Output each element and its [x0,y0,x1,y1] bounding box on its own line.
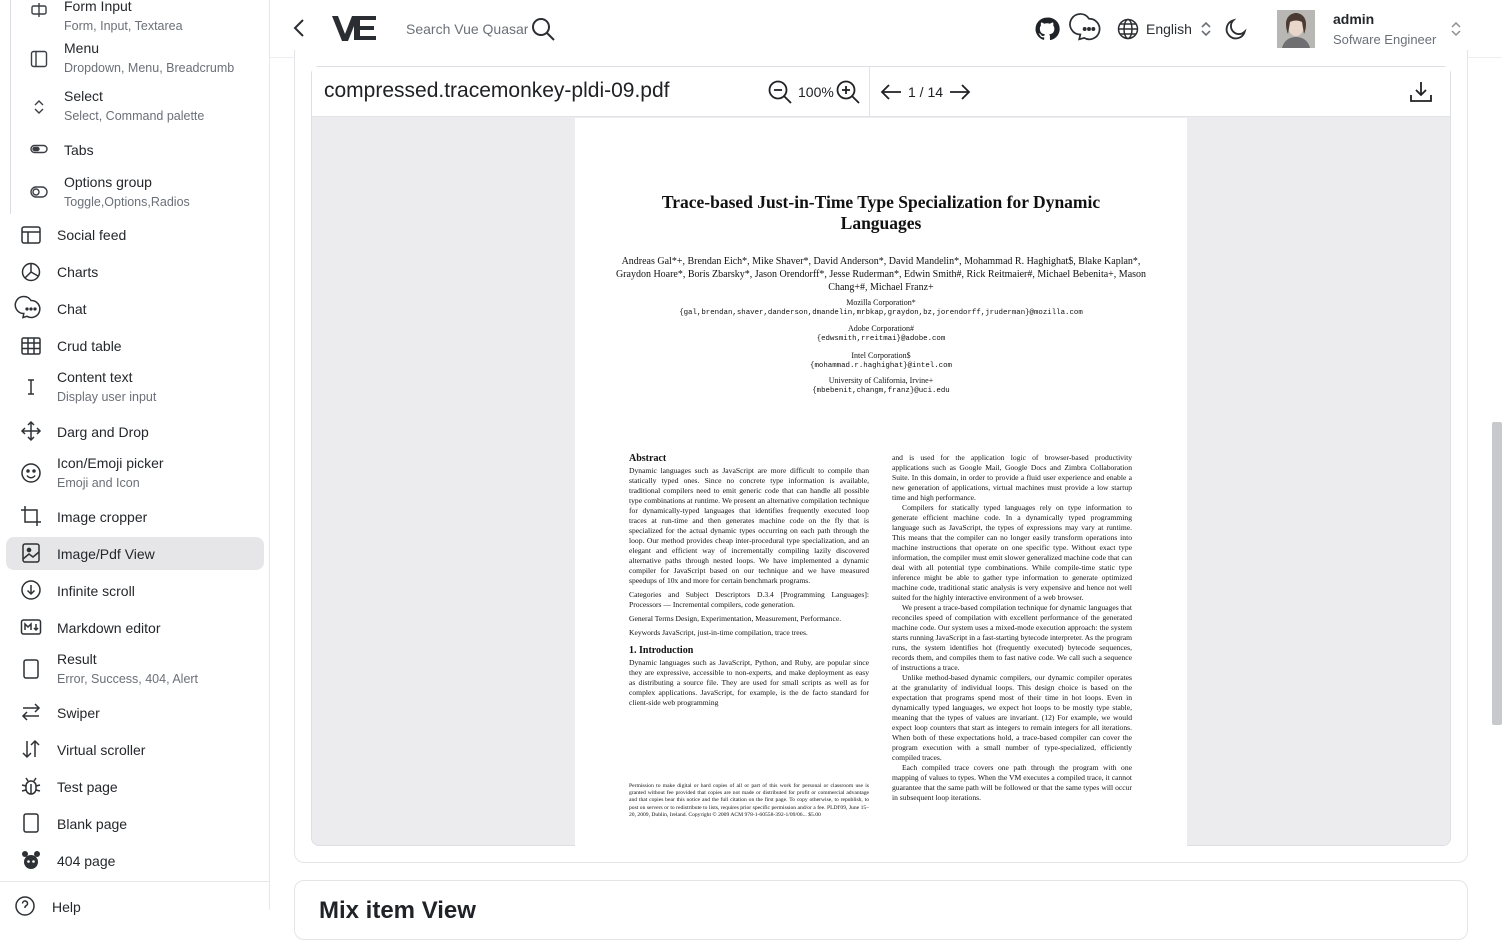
right-paragraph: Compilers for statically typed languages rely on type information to generate efficient machine code. In a dynamically typed programming language such as JavaScript, the types of expressions may vary at runtime. This means that the compiler can no longer easily transform operations into machine instructions that operate on one specific type. Without exact type information, the compiler must emit slower generalized machine code that can deal with all potential type combinations. While compile-time static type inference might be able to gather type information to generate optimized machine code, traditional static analysis is very expensive and hence not well suited for the highly interactive environment of a web browser. [892,503,1132,602]
user-role: Sofware Engineer [1333,32,1437,47]
zoom-in-icon [835,79,861,105]
social-feed-icon [20,224,42,246]
result-icon [20,658,42,680]
categories-text: Categories and Subject Descriptors D.3.4 [Programming Languages]: Processors — Incremental compilers, code generation. [629,590,869,609]
affiliation-emails: {edwsmith,rreitmai}@adobe.com [816,335,946,343]
sidebar-item-label: Infinite scroll [57,583,135,599]
toolbar-divider [869,67,870,117]
help-label: Help [52,899,81,915]
github-icon[interactable] [1034,16,1060,42]
sidebar-item-label: Options group [64,174,152,190]
sidebar-item-label: Darg and Drop [57,424,149,440]
sidebar-item-sublabel: Emoji and Icon [57,476,140,490]
chevron-updown-icon[interactable] [1450,20,1462,38]
page-indicator: 1 / 14 [908,84,944,100]
keywords-text: Keywords JavaScript, just-in-time compilation, trace trees. [629,628,808,637]
zoom-out-icon [767,79,793,105]
affiliation-org: University of California, Irvine+ [828,376,934,385]
sidebar-item-sublabel: Toggle,Options,Radios [64,195,190,209]
page-scrollbar[interactable] [1492,422,1502,725]
sidebar [0,0,270,915]
arrow-left-icon [879,81,903,103]
app-logo[interactable] [332,12,376,44]
language-label: English [1146,21,1192,37]
search-icon[interactable] [530,16,556,42]
download-button[interactable] [1408,79,1434,105]
sidebar-item-markdown-editor[interactable] [6,615,264,641]
404-icon [20,849,42,871]
sidebar-item-label: Content text [57,369,133,385]
help-icon [14,895,36,917]
crop-icon [20,505,42,527]
pdf-page [575,118,1187,848]
sidebar-item-label: Chat [57,301,87,317]
sidebar-item-content-text[interactable] [6,367,264,407]
menu-icon [29,49,49,69]
globe-icon [1116,17,1140,41]
drag-icon [20,420,42,442]
sidebar-item-test-page[interactable] [6,774,264,800]
pdf-affiliation [615,324,1147,344]
sidebar-item-drag-and-drop[interactable] [6,419,264,445]
language-selector[interactable] [1116,16,1212,42]
download-icon [1408,79,1434,105]
bug-icon [20,775,42,797]
sidebar-item-result[interactable] [6,648,264,688]
pdf-filename: compressed.tracemonkey-pldi-09.pdf [324,79,670,102]
chat-bubble-icon[interactable] [1076,16,1102,42]
pdf-affiliation [615,376,1147,396]
sidebar-item-label: Social feed [57,227,127,243]
sidebar-item-label: Test page [57,779,118,795]
text-cursor-icon [20,376,42,398]
sidebar-item-sublabel: Select, Command palette [64,109,205,123]
sidebar-item-image-cropper[interactable] [6,504,264,530]
affiliation-org: Mozilla Corporation* [846,298,916,307]
chevron-left-icon [288,16,312,40]
next-page-button[interactable] [948,81,972,103]
sidebar-footer[interactable] [0,881,270,915]
sidebar-item-swiper[interactable] [6,700,264,726]
sidebar-item-sublabel: Dropdown, Menu, Breadcrumb [64,61,235,75]
sidebar-item-form-input[interactable] [11,0,261,33]
select-icon [29,97,49,117]
pdf-viewer [311,66,1451,846]
sidebar-item-menu[interactable] [11,38,261,82]
right-paragraph: Unlike method-based dynamic compilers, our dynamic compiler operates at the granularity of individual loops. This design choice is based on the expectation that programs spend most of their time in hot loops. Even in dynamically typed languages, we expect hot loops to be mostly type stable, meaning that the types of values are invariant. (12) For example, we would expect loop counters that start as integers to remain integers for all iterations. When both of these expectations hold, a trace-based compiler can cover the program execution with a small number of type-specialized, efficiently compiled traces. [892,673,1132,762]
table-icon [20,335,42,357]
intro-heading: 1. Introduction [629,645,694,656]
sidebar-item-sublabel: Form, Input, Textarea [64,19,183,33]
user-name[interactable]: admin [1333,11,1375,27]
general-terms-text: General Terms Design, Experimentation, Measurement, Performance. [629,614,842,623]
sidebar-item-label: Select [64,88,103,104]
sidebar-item-label: Swiper [57,705,100,721]
sidebar-item-label: Virtual scroller [57,742,146,758]
affiliation-emails: {gal,brendan,shaver,danderson,dmandelin,mrbkap,graydon,bz,jorendorff,jruderman}@mozilla.com [679,309,1083,317]
intro-text: Dynamic languages such as JavaScript, Python, and Ruby, are popular since they are expressive, accessible to non-experts, and make deployment as easy as distributing a source file. They are used for small scripts as well as for complex applications. JavaScript, for example, is the de facto standard for client-side web programming [629,658,869,707]
section-title: Mix item View [319,897,476,924]
chevron-updown-icon [1200,21,1212,37]
prev-page-button[interactable] [879,81,903,103]
search-bar[interactable] [406,14,556,44]
right-paragraph: Each compiled trace covers one path through the program with one mapping of values to types. When the VM executes a compiled trace, it cannot guarantee that the same path will be followed or that the same types will occur in subsequent loop iterations. [892,763,1132,802]
sidebar-item-label: Charts [57,264,99,280]
arrow-right-icon [948,81,972,103]
avatar[interactable] [1277,10,1315,48]
sidebar-item-label: Blank page [57,816,128,832]
back-button[interactable] [288,16,312,40]
sidebar-item-sublabel: Error, Success, 404, Alert [57,672,199,686]
affiliation-org: Intel Corporation$ [851,351,911,360]
sidebar-item-label: Icon/Emoji picker [57,455,164,471]
sort-arrows-icon [20,738,42,760]
sidebar-item-label: 404 page [57,853,116,869]
sidebar-item-charts[interactable] [6,259,264,285]
zoom-in-button[interactable] [835,79,861,105]
sidebar-item-label: Image cropper [57,509,148,525]
pdf-toolbar [312,67,1450,117]
swiper-icon [20,701,42,723]
options-group-icon [29,182,49,202]
pdf-authors: Andreas Gal*+, Brendan Eich*, Mike Shaver*, David Anderson*, David Mandelin*, Mohammad R. Haghighat$, Blake Kaplan*, Graydon Hoare*, Boris Zbarsky*, Jason Orendorff*, Jesse Ruderman*, Edwin Smith#, Rick Reitmaier#, Michael Bebenita+, Mason Chang+#, Michael Franz+ [615,256,1147,293]
pdf-right-column [892,453,1132,803]
right-paragraph: and is used for the application logic of browser-based productivity applications such as Google Mail, Google Docs and Zimbra Collaboration Suite. In this domain, in order to provide a fluid user experience and enable a new generation of applications, virtual machines must provide a low startup time and high performance. [892,453,1132,502]
sidebar-item-label: Image/Pdf View [57,546,155,562]
sidebar-subgroup [10,0,260,214]
right-paragraph: We present a trace-based compilation technique for dynamic languages that reconciles speed of compilation with excellent performance of the generated machine code. Our system uses a mixed-mode execution approach: the system starts running JavaScript in a fast-starting bytecode interpreter. As the program runs, the system identifies hot (frequently executed) bytecode sequences, records them, and compiles them to fast native code. We call such a sequence of instructions a trace. [892,603,1132,672]
sidebar-item-crud-table[interactable] [6,333,264,359]
blank-page-icon [20,812,42,834]
sidebar-item-label: Crud table [57,338,122,354]
sidebar-item-label: Form Input [64,0,132,14]
abstract-heading: Abstract [629,453,667,464]
form-input-icon [29,0,49,20]
affiliation-org: Adobe Corporation# [848,324,914,333]
pdf-left-column [629,452,869,712]
affiliation-emails: {mbebenit,changm,franz}@uci.edu [812,387,950,395]
pdf-affiliation [615,298,1147,318]
pdf-affiliation [615,351,1147,371]
sidebar-item-label: Markdown editor [57,620,161,636]
sidebar-item-options-group[interactable] [11,172,261,216]
sidebar-item-label: Result [57,651,97,667]
affiliation-emails: {mohammad.r.haghighat}@intel.com [810,362,952,370]
mix-item-view-card [294,880,1468,940]
zoom-level: 100% [798,84,834,100]
sidebar-item-infinite-scroll[interactable] [6,578,264,604]
sidebar-item-tabs[interactable] [11,138,261,162]
sidebar-item-404-page[interactable] [6,848,264,874]
emoji-icon [20,462,42,484]
sidebar-item-icon-emoji-picker[interactable] [6,452,264,492]
sidebar-item-image-pdf-view[interactable] [6,537,264,570]
markdown-icon [20,616,42,638]
sidebar-item-sublabel: Display user input [57,390,157,404]
sidebar-item-label: Menu [64,40,100,56]
sidebar-item-virtual-scroller[interactable] [6,737,264,763]
sidebar-item-label: Tabs [64,142,94,158]
zoom-out-button[interactable] [767,79,793,105]
abstract-text: Dynamic languages such as JavaScript are more difficult to compile than statically typed ones. Since no concrete type information is available, traditional compilers need to emit generic code that can handle all possible type combinations at runtime. We present an alternative compilation technique for dynamically-typed languages that identifies frequently executed loop traces at run-time and then generates machine code on the fly that is specialized for the actual dynamic types occurring on each path through the loop. Our method provides cheap inter-procedural type specialization, and an elegant and efficient way of incrementally compiling lazily discovered alternative paths through nested loops. We have implemented a dynamic compiler for JavaScript based on our technique and we have measured speedups of 10x and more for certain benchmark programs. [629,466,869,585]
chat-icon [20,298,42,320]
moon-icon[interactable] [1223,16,1249,42]
pdf-footnote: Permission to make digital or hard copies of all or part of this work for personal or classroom use is granted without fee provided that copies are not made or distributed for profit or commercial advantage and that copies bear this notice and the full citation on the first page. To copy otherwise, to republish, to post on servers or to redistribute to lists, requires prior specific permission and/or a fee. PLDI'09, June 15–20, 2009, Dublin, Ireland. Copyright © 2009 ACM 978-1-60558-392-1/09/06... $5.00 [629,783,869,818]
image-icon [20,542,42,564]
tabs-icon [29,139,49,159]
sidebar-item-blank-page[interactable] [6,811,264,837]
arrow-down-circle-icon [20,579,42,601]
sidebar-item-social-feed[interactable] [6,222,264,248]
sidebar-item-chat[interactable] [6,296,264,322]
pdf-title: Trace-based Just-in-Time Type Specialization for Dynamic Languages [661,192,1101,233]
charts-icon [20,261,42,283]
sidebar-item-select[interactable] [11,86,261,130]
search-input[interactable] [406,21,528,37]
